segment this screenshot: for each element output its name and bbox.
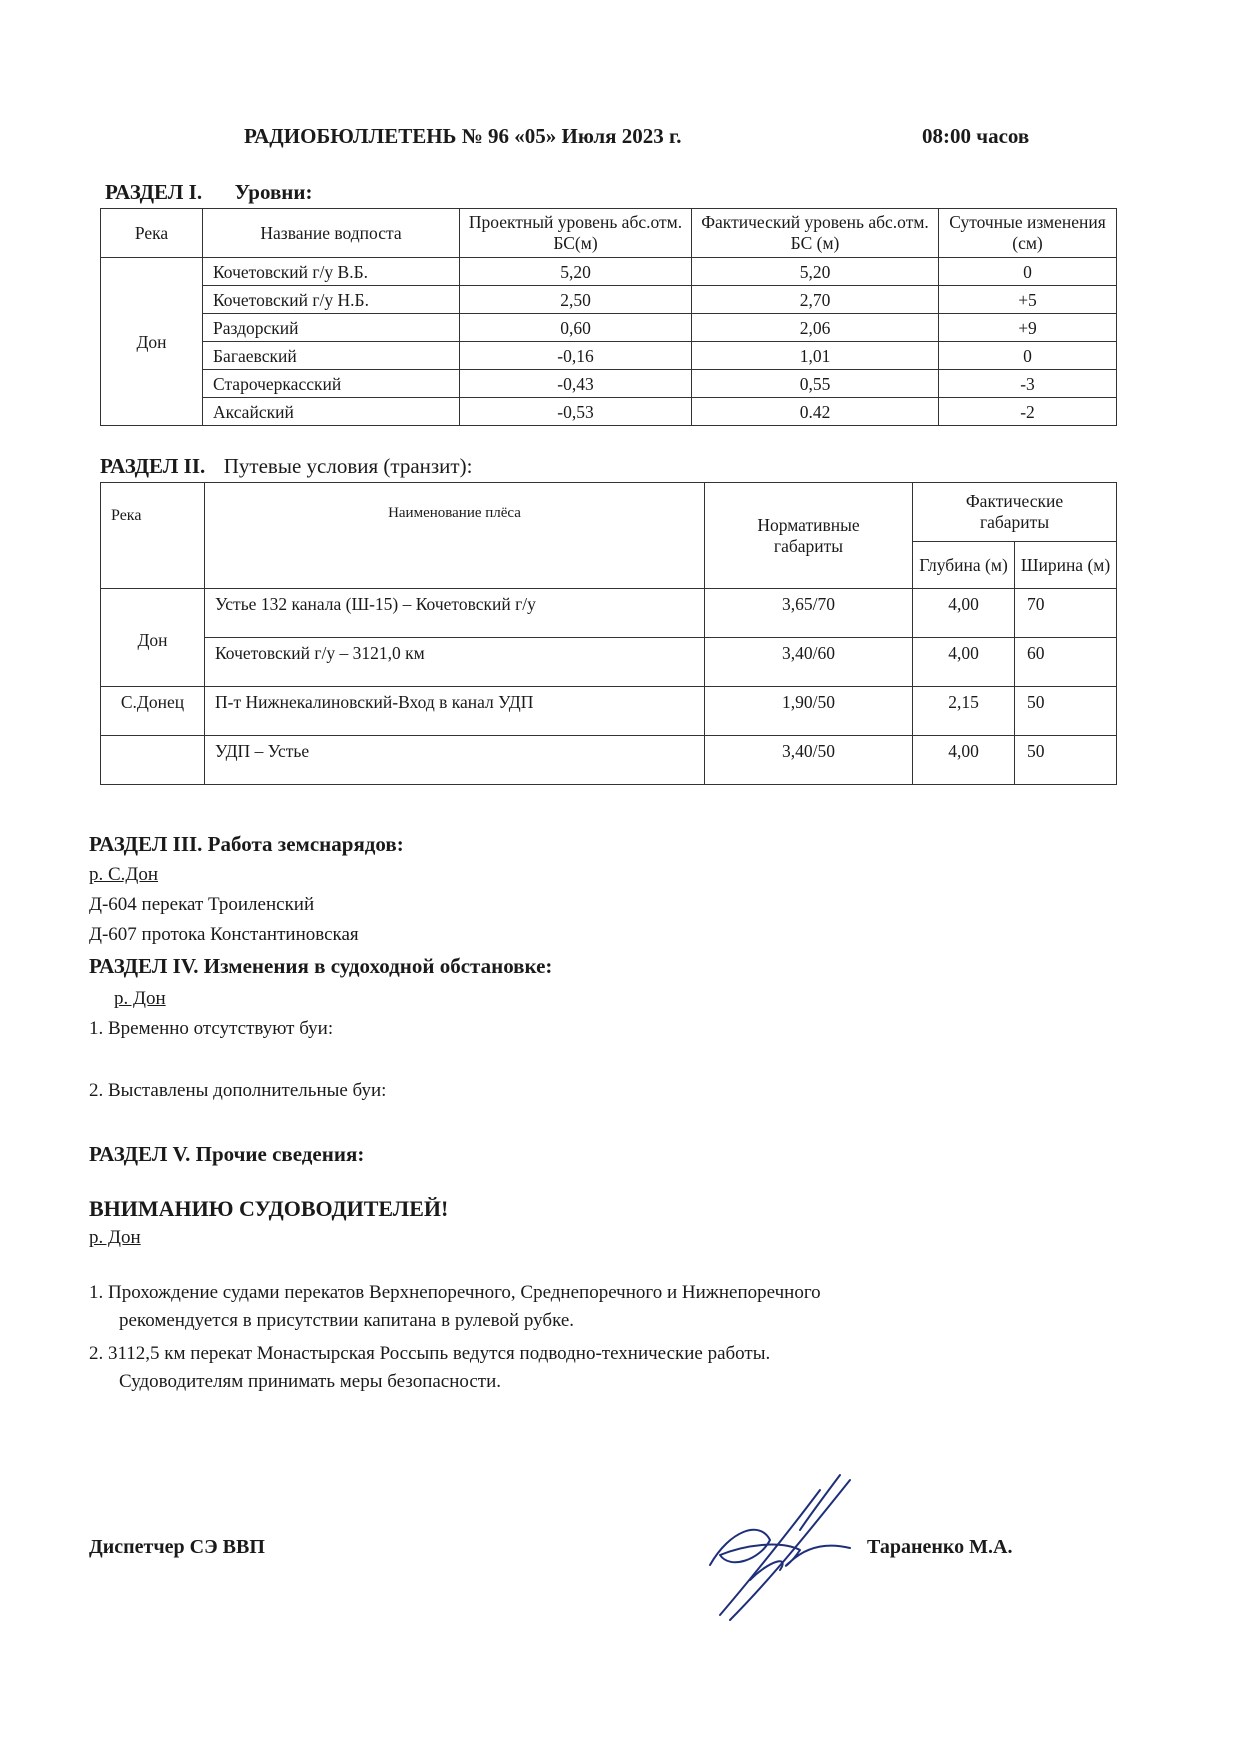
transit-header-row	[101, 483, 1117, 542]
reach-cell: П-т Нижнекалиновский-Вход в канал УДП	[205, 687, 705, 736]
dispatcher-name: Тараненко М.А.	[867, 1536, 1013, 1558]
col-daily-change: Суточные изменения (см)	[939, 209, 1117, 258]
daily-change-cell: -3	[939, 370, 1117, 398]
attention-item2-line1: 2. 3112,5 км перекат Монастырская Россыпь ведутся подводно-технические работы.	[89, 1343, 771, 1364]
section3-heading: РАЗДЕЛ III. Работа земснарядов:	[89, 832, 404, 856]
normative-cell: 1,90/50	[705, 687, 913, 736]
actual-level-cell: 0,55	[692, 370, 939, 398]
daily-change-cell: 0	[939, 342, 1117, 370]
col-normative: Нормативные габариты	[705, 483, 913, 589]
design-level-cell: 5,20	[460, 258, 692, 286]
normative-cell: 3,40/50	[705, 736, 913, 785]
normative-cell: 3,65/70	[705, 589, 913, 638]
section2-heading-num: РАЗДЕЛ II.	[100, 454, 206, 478]
section1-heading-num: РАЗДЕЛ I.	[105, 180, 203, 204]
bulletin-time: 08:00 часов	[922, 124, 1030, 148]
reach-cell: УДП – Устье	[205, 736, 705, 785]
actual-level-cell: 1,01	[692, 342, 939, 370]
attention-heading: ВНИМАНИЮ СУДОВОДИТЕЛЕЙ!	[89, 1196, 449, 1221]
table-row	[101, 398, 1117, 426]
section1-heading-text: Уровни:	[234, 180, 313, 204]
reach-cell: Кочетовский г/у – 3121,0 км	[205, 638, 705, 687]
station-cell: Раздорский	[203, 314, 460, 342]
col-actual-level: Фактический уровень абс.отм. БС (м)	[692, 209, 939, 258]
missing-buoys-item: 1. Временно отсутствуют буи:	[89, 1018, 334, 1039]
design-level-cell: -0,43	[460, 370, 692, 398]
col-actual: Фактические габариты	[913, 483, 1117, 542]
design-level-cell: -0,16	[460, 342, 692, 370]
col-design-level: Проектный уровень абс.отм. БС(м)	[460, 209, 692, 258]
actual-level-cell: 5,20	[692, 258, 939, 286]
table-row	[101, 687, 1117, 736]
col-station: Название водпоста	[203, 209, 460, 258]
station-cell: Багаевский	[203, 342, 460, 370]
reach-cell: Устье 132 канала (Ш-15) – Кочетовский г/у	[205, 589, 705, 638]
levels-table	[100, 208, 1117, 426]
depth-cell: 4,00	[913, 736, 1015, 785]
daily-change-cell: +9	[939, 314, 1117, 342]
depth-cell: 4,00	[913, 589, 1015, 638]
levels-header-row	[101, 209, 1117, 258]
table-row	[101, 370, 1117, 398]
width-cell: 50	[1015, 736, 1117, 785]
actual-level-cell: 2,70	[692, 286, 939, 314]
section3-river: р. С.Дон	[89, 864, 159, 885]
river-cell: С.Донец	[101, 687, 205, 736]
daily-change-cell: -2	[939, 398, 1117, 426]
col-river: Река	[101, 209, 203, 258]
dredger-item: Д-604 перекат Троиленский	[89, 894, 315, 915]
col-depth: Глубина (м)	[913, 542, 1015, 589]
river-cell: Дон	[101, 589, 205, 687]
daily-change-cell: 0	[939, 258, 1117, 286]
depth-cell: 4,00	[913, 638, 1015, 687]
col-width: Ширина (м)	[1015, 542, 1117, 589]
table-row	[101, 314, 1117, 342]
actual-level-cell: 2,06	[692, 314, 939, 342]
design-level-cell: 0,60	[460, 314, 692, 342]
table-row	[101, 589, 1117, 638]
additional-buoys-item: 2. Выставлены дополнительные буи:	[89, 1080, 387, 1101]
section2-heading	[100, 454, 472, 479]
width-cell: 50	[1015, 687, 1117, 736]
section4-river: р. Дон	[114, 988, 166, 1009]
station-cell: Старочеркасский	[203, 370, 460, 398]
dispatcher-position: Диспетчер СЭ ВВП	[89, 1536, 265, 1558]
station-cell: Кочетовский г/у Н.Б.	[203, 286, 460, 314]
section1-heading	[105, 180, 312, 205]
bulletin-title: РАДИОБЮЛЛЕТЕНЬ № 96 «05» Июля 2023 г.	[244, 124, 682, 148]
section5-heading: РАЗДЕЛ V. Прочие сведения:	[89, 1142, 365, 1166]
table-row	[101, 286, 1117, 314]
river-cell-empty	[101, 736, 205, 785]
section4-heading: РАЗДЕЛ IV. Изменения в судоходной обстановке:	[89, 954, 553, 978]
width-cell: 60	[1015, 638, 1117, 687]
attention-item1-line2: рекомендуется в присутствии капитана в рулевой рубке.	[119, 1310, 575, 1331]
table-row	[101, 342, 1117, 370]
station-cell: Аксайский	[203, 398, 460, 426]
table-row	[101, 736, 1117, 785]
attention-item2-line2: Судоводителям принимать меры безопасности.	[119, 1371, 502, 1392]
attention-item1-line1: 1. Прохождение судами перекатов Верхнепоречного, Среднепоречного и Нижнепоречного	[89, 1282, 821, 1303]
depth-cell: 2,15	[913, 687, 1015, 736]
station-cell: Кочетовский г/у В.Б.	[203, 258, 460, 286]
width-cell: 70	[1015, 589, 1117, 638]
design-level-cell: -0,53	[460, 398, 692, 426]
table-row	[101, 638, 1117, 687]
river-cell: Дон	[101, 258, 203, 426]
attention-river: р. Дон	[89, 1227, 141, 1248]
col-river: Река	[101, 483, 205, 589]
table-row	[101, 258, 1117, 286]
dredger-item: Д-607 протока Константиновская	[89, 924, 359, 945]
col-reach: Наименование плёса	[205, 483, 705, 589]
daily-change-cell: +5	[939, 286, 1117, 314]
actual-level-cell: 0.42	[692, 398, 939, 426]
normative-cell: 3,40/60	[705, 638, 913, 687]
design-level-cell: 2,50	[460, 286, 692, 314]
section2-heading-text: Путевые условия (транзит):	[223, 454, 473, 478]
transit-table	[100, 482, 1117, 785]
